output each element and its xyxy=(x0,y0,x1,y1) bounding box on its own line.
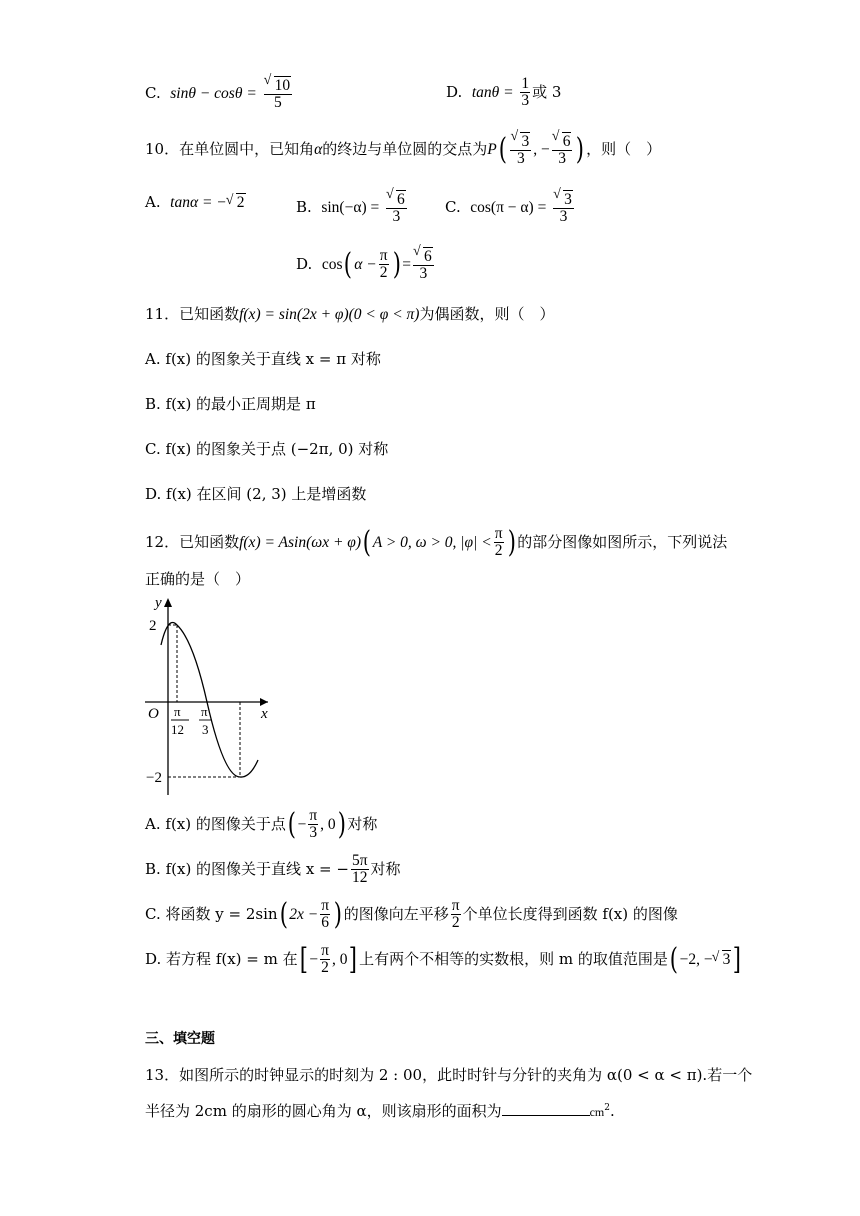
q10-option-a: A. tanα = −√ 2 xyxy=(145,190,246,215)
q12-option-b: B. f(x) 的图像关于直线 x = − $\frac{5\pi}{12}$ 对称 xyxy=(145,852,401,887)
y-min-label: −2 xyxy=(146,770,162,786)
fraction: $\frac{1}{3}$ xyxy=(521,75,530,110)
sine-graph xyxy=(140,590,280,800)
q10-option-d: D. cos( α − $\frac{\pi}{2}$ ) = √ $\frac{6}{3}$ xyxy=(296,247,436,283)
option-label: C. xyxy=(145,83,161,102)
q11-option-b: B. f(x) 的最小正周期是 π xyxy=(145,395,316,413)
tick2-num: π xyxy=(201,704,208,719)
q9-option-d: D. tanθ = $\frac{1}{3}$ 或 3 xyxy=(446,75,562,110)
tick2-den: 3 xyxy=(202,722,209,737)
y-max-label: 2 xyxy=(149,618,157,634)
answer-blank[interactable] xyxy=(502,1099,590,1116)
q13-line1: 13．如图所示的时钟显示的时刻为 2 : 00，此时时针与分针的夹角为 α(0 < α < π).若一个 xyxy=(145,1066,753,1084)
tick1-num: π xyxy=(174,704,181,719)
q11-stem: 11．已知函数f(x) = sin(2x + φ)(0 < φ < π)为偶函数，则（ ） xyxy=(145,305,555,323)
q12-option-a: A. f(x) 的图像关于点( − $\frac{\pi}{3}$ , 0) 对称 xyxy=(145,806,378,842)
q11-option-d: D. f(x) 在区间 (2, 3) 上是增函数 xyxy=(145,485,367,503)
q10-option-c: C. cos(π − α) = √ $\frac{3}{3}$ xyxy=(445,190,576,226)
x-axis-label: x xyxy=(261,706,268,722)
q9-option-c xyxy=(145,76,294,112)
q11-option-c: C. f(x) 的图象关于点 (−2π, 0) 对称 xyxy=(145,440,389,458)
q13-line2: 半径为 2cm 的扇形的圆心角为 α，则该扇形的面积为 $cm^2$. xyxy=(145,1096,615,1124)
y-axis-label: y xyxy=(155,595,162,611)
q12-stem-cont: 正确的是（ ） xyxy=(145,570,251,588)
q12-option-d: D. 若方程 f(x) = m 在[ − $\frac{\pi}{2}$ , 0] 上有两个不相等的实数根，则 m 的取值范围是( −2, −√ 3] xyxy=(145,943,743,977)
tick1-den: 12 xyxy=(171,722,184,737)
q12-stem: 12．已知函数f(x) = Asin(ωx + φ)( A > 0, ω > 0, |φ| < $\frac{\pi}{2}$ ) 的部分图像如图所示，下列说法 xyxy=(145,524,728,560)
math-expr: sinθ − cosθ = xyxy=(170,84,257,102)
section-title: 三、填空题 xyxy=(145,1031,215,1047)
q11-option-a: A. f(x) 的图象关于直线 x = π 对称 xyxy=(145,350,381,368)
origin-label: O xyxy=(148,706,159,722)
fraction: √ $\frac{10}{5}$ xyxy=(264,76,293,112)
q10-option-b: B. sin(−α) = √ $\frac{6}{3}$ xyxy=(296,190,409,226)
math-expr: tanθ = xyxy=(471,83,514,101)
option-label: D. xyxy=(446,82,463,101)
q10-stem: 10．在单位圆中，已知角α的终边与单位圆的交点为P( √ $\frac{3}{3}$ , − √ $\frac{6}{3}$ ) ，则（ ） xyxy=(145,132,661,168)
q12-option-c: C. 将函数 y = 2sin( 2x − $\frac{\pi}{6}$ ) 的图像向左平移 $\frac{\pi}{2}$ 个单位长度得到函数 f(x) 的图像 xyxy=(145,896,678,932)
